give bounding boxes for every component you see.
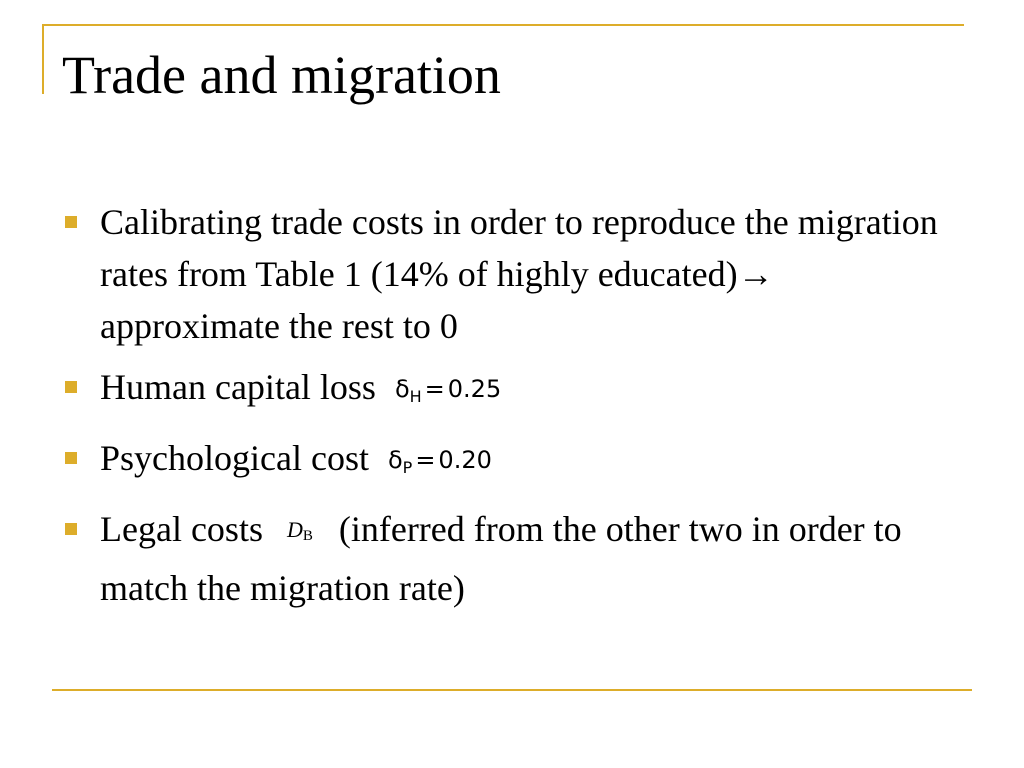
bullet-calibrating-trade-costs	[62, 196, 942, 352]
formula-subscript: P	[402, 458, 413, 477]
variable-subscript: B	[302, 528, 313, 544]
delta-h-formula	[394, 375, 502, 406]
square-bullet-icon	[65, 381, 77, 393]
bullet-text: Psychological cost	[100, 438, 369, 478]
formula-equals: =	[415, 446, 436, 474]
delta-p-formula	[387, 446, 492, 477]
formula-symbol: δ	[387, 446, 403, 474]
bullet-psychological-cost	[62, 432, 942, 494]
bullet-list	[62, 196, 942, 623]
left-accent-line	[42, 24, 44, 94]
bullet-legal-costs	[62, 503, 942, 614]
formula-value: 0.20	[438, 446, 492, 474]
slide-title: Trade and migration	[62, 45, 501, 105]
square-bullet-icon	[65, 452, 77, 464]
d-b-variable	[287, 517, 313, 542]
square-bullet-icon	[65, 216, 77, 228]
bullet-text: Calibrating trade costs in order to reproduce the migration rates from Table 1 (14% of highly educated)→ approximate the rest to 0	[100, 202, 938, 346]
top-accent-line	[42, 24, 964, 26]
variable-symbol: D	[286, 517, 303, 542]
formula-value: 0.25	[447, 375, 502, 403]
bullet-text: Human capital loss	[100, 367, 376, 407]
bullet-text-continued: (inferred from the other two in order to match the migration rate)	[100, 509, 902, 608]
formula-equals: =	[424, 375, 445, 403]
bottom-accent-line	[52, 689, 972, 691]
square-bullet-icon	[65, 523, 77, 535]
bullet-human-capital-loss	[62, 361, 942, 423]
formula-symbol: δ	[394, 375, 410, 403]
formula-subscript: H	[409, 387, 422, 406]
bullet-text: Legal costs	[100, 509, 263, 549]
